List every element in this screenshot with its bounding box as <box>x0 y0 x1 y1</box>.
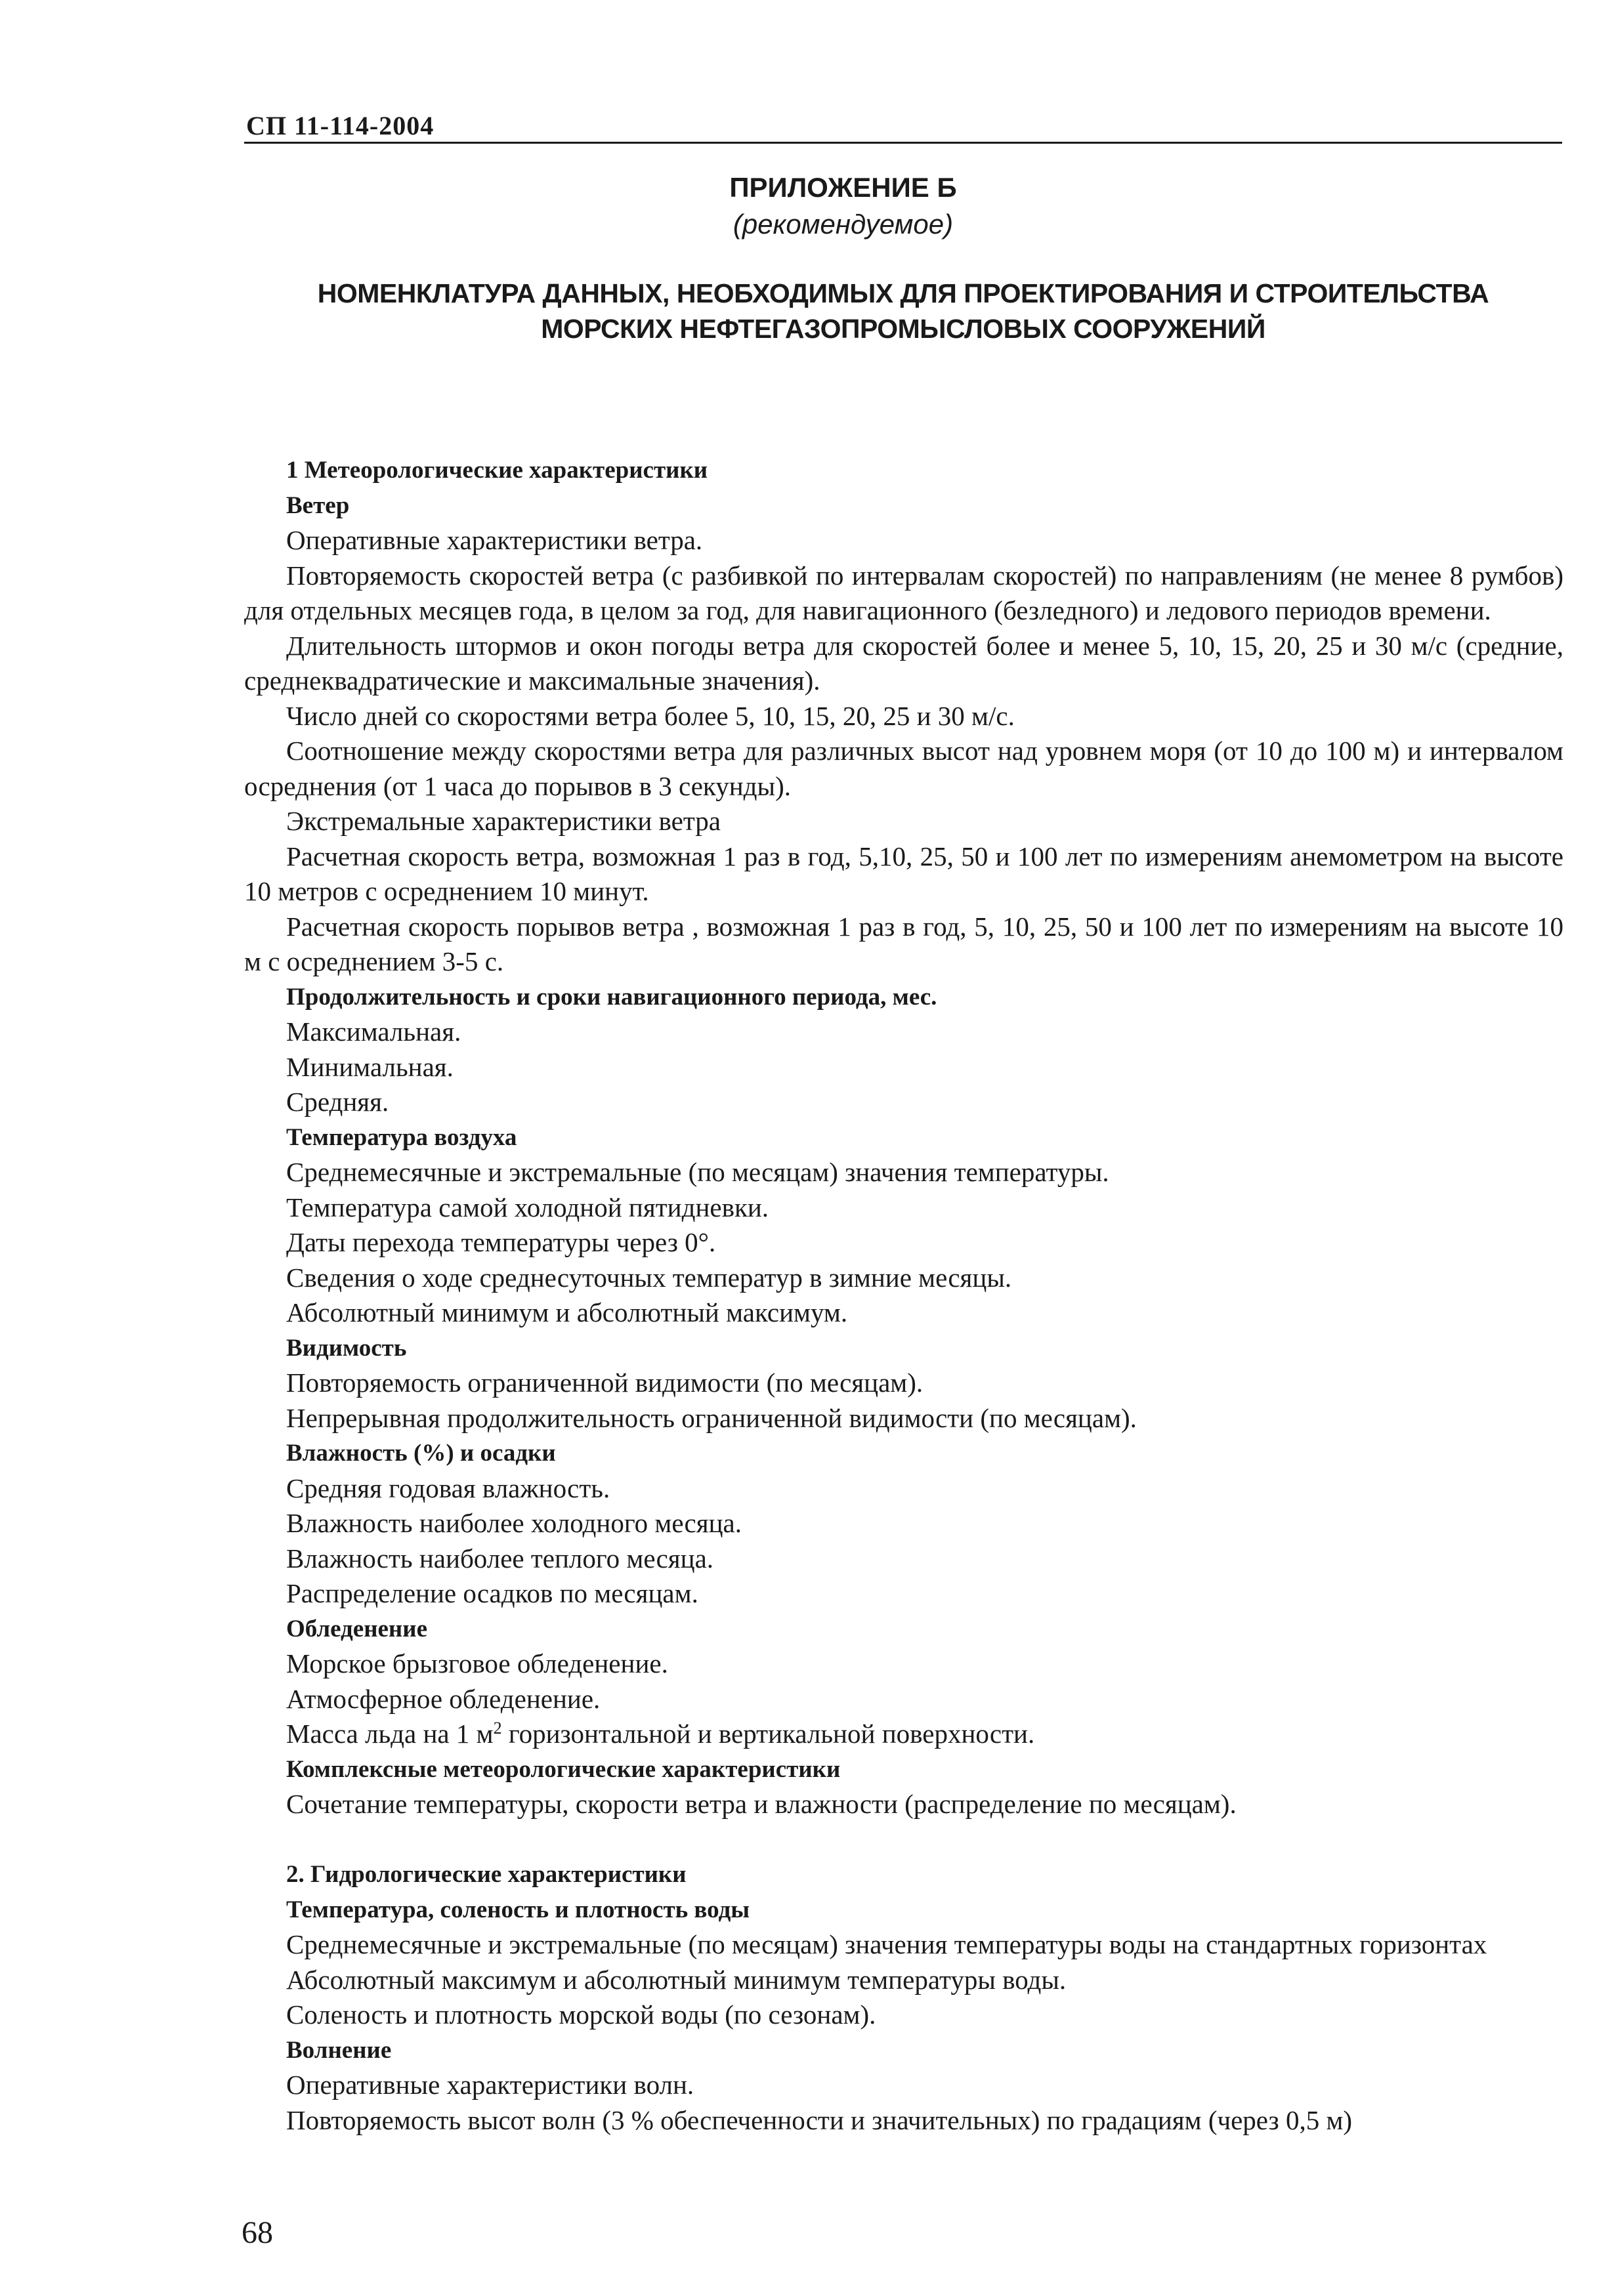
wind-heading: Ветер <box>286 491 350 519</box>
paragraph: Расчетная скорость ветра, возможная 1 раз в год, 5,10, 25, 50 и 100 лет по измерениям анемометром на высоте 10 метров с осреднением 10 минут. <box>244 841 1563 906</box>
paragraph: Расчетная скорость порывов ветра , возможная 1 раз в год, 5, 10, 25, 50 и 100 лет по измерениям на высоте 10 м с осреднением 3-5 с. <box>244 911 1563 976</box>
section-1-title: 1 Метеорологические характеристики <box>286 457 708 484</box>
visibility-heading: Видимость <box>286 1334 407 1362</box>
navigation-heading: Продолжительность и сроки навигационного периода, мес. <box>286 983 937 1011</box>
list-item: Распределение осадков по месяцам. <box>286 1578 698 1608</box>
document-body <box>244 453 1563 2138</box>
list-item: Оперативные характеристики ветра. <box>286 525 703 555</box>
list-item: Атмосферное обледенение. <box>286 1683 601 1714</box>
list-item: Влажность наиболее холодного месяца. <box>286 1508 742 1538</box>
list-item: Абсолютный максимум и абсолютный минимум температуры воды. <box>286 1964 1067 1995</box>
section-gap <box>244 1822 1563 1858</box>
water-heading: Температура, соленость и плотность воды <box>286 1896 750 1923</box>
list-item: Соленость и плотность морской воды (по сезонам). <box>286 1999 876 2030</box>
document-code: СП 11-114-2004 <box>246 111 435 140</box>
superscript: 2 <box>493 1719 502 1738</box>
list-item: Сочетание температуры, скорости ветра и влажности (распределение по месяцам). <box>286 1789 1237 1819</box>
list-item: Максимальная. <box>286 1016 461 1047</box>
paragraph: Соотношение между скоростями ветра для различных высот над уровнем моря (от 10 до 100 м) и интервалом осреднения (от 1 часа до порывов в 3 секунды). <box>244 736 1563 801</box>
icing-heading: Обледенение <box>286 1615 427 1642</box>
section-2-title: 2. Гидрологические характеристики <box>286 1861 687 1888</box>
list-item: Непрерывная продолжительность ограниченной видимости (по месяцам). <box>286 1402 1137 1433</box>
list-item: Даты перехода температуры через 0°. <box>286 1227 716 1257</box>
paragraph: Длительность штормов и окон погоды ветра для скоростей более и менее 5, 10, 15, 20, 25 и 30 м/с (средние, среднеквадратические и максимальные значения). <box>244 630 1563 696</box>
list-item: Число дней со скоростями ветра более 5, 10, 15, 20, 25 и 30 м/с. <box>286 700 1015 731</box>
ice-mass-text-suffix: горизонтальной и вертикальной поверхности. <box>501 1719 1035 1749</box>
nomenclature-title-line-1: НОМЕНКЛАТУРА ДАННЫХ, НЕОБХОДИМЫХ ДЛЯ ПРОЕКТИРОВАНИЯ И СТРОИТЕЛЬСТВА <box>317 278 1489 308</box>
list-item: Абсолютный минимум и абсолютный максимум. <box>286 1297 848 1327</box>
list-item: Среднемесячные и экстремальные (по месяцам) значения температуры. <box>286 1157 1109 1187</box>
air-temperature-heading: Температура воздуха <box>286 1123 517 1151</box>
list-item: Средняя. <box>286 1087 389 1117</box>
list-item <box>244 1717 1563 1752</box>
list-item: Температура самой холодной пятидневки. <box>286 1192 769 1222</box>
list-item: Сведения о ходе среднесуточных температур в зимние месяцы. <box>286 1262 1012 1293</box>
list-item: Средняя годовая влажность. <box>286 1472 610 1503</box>
list-item: Повторяемость высот волн (3 % обеспеченности и значительных) по градациям (через 0,5 м) <box>286 2104 1353 2135</box>
paragraph: Среднемесячные и экстремальные (по месяцам) значения температуры воды на стандартных горизонтах <box>286 1929 1487 1959</box>
list-item: Экстремальные характеристики ветра <box>286 806 721 836</box>
list-item: Повторяемость ограниченной видимости (по месяцам). <box>286 1367 924 1398</box>
list-item: Оперативные характеристики волн. <box>286 2070 694 2100</box>
waves-heading: Волнение <box>286 2036 392 2064</box>
page-number: 68 <box>242 2215 273 2250</box>
humidity-heading: Влажность (%) и осадки <box>286 1440 556 1467</box>
list-item: Морское брызговое обледенение. <box>286 1648 668 1679</box>
appendix-title: ПРИЛОЖЕНИЕ Б <box>729 172 957 203</box>
complex-heading: Комплексные метеорологические характеристики <box>286 1755 841 1783</box>
list-item: Влажность наиболее теплого месяца. <box>286 1543 714 1574</box>
nomenclature-title-line-2: МОРСКИХ НЕФТЕГАЗОПРОМЫСЛОВЫХ СООРУЖЕНИЙ <box>541 314 1265 344</box>
paragraph: Повторяемость скоростей ветра (с разбивкой по интервалам скоростей) по направлениям (не менее 8 румбов) для отдельных месяцев года, в целом за год, для навигационного (безледного) и ледового периодов времени. <box>244 560 1563 625</box>
ice-mass-text: Масса льда на 1 м <box>286 1719 494 1749</box>
appendix-subtitle: (рекомендуемое) <box>733 209 954 240</box>
list-item: Минимальная. <box>286 1051 454 1082</box>
header-rule <box>244 142 1562 144</box>
